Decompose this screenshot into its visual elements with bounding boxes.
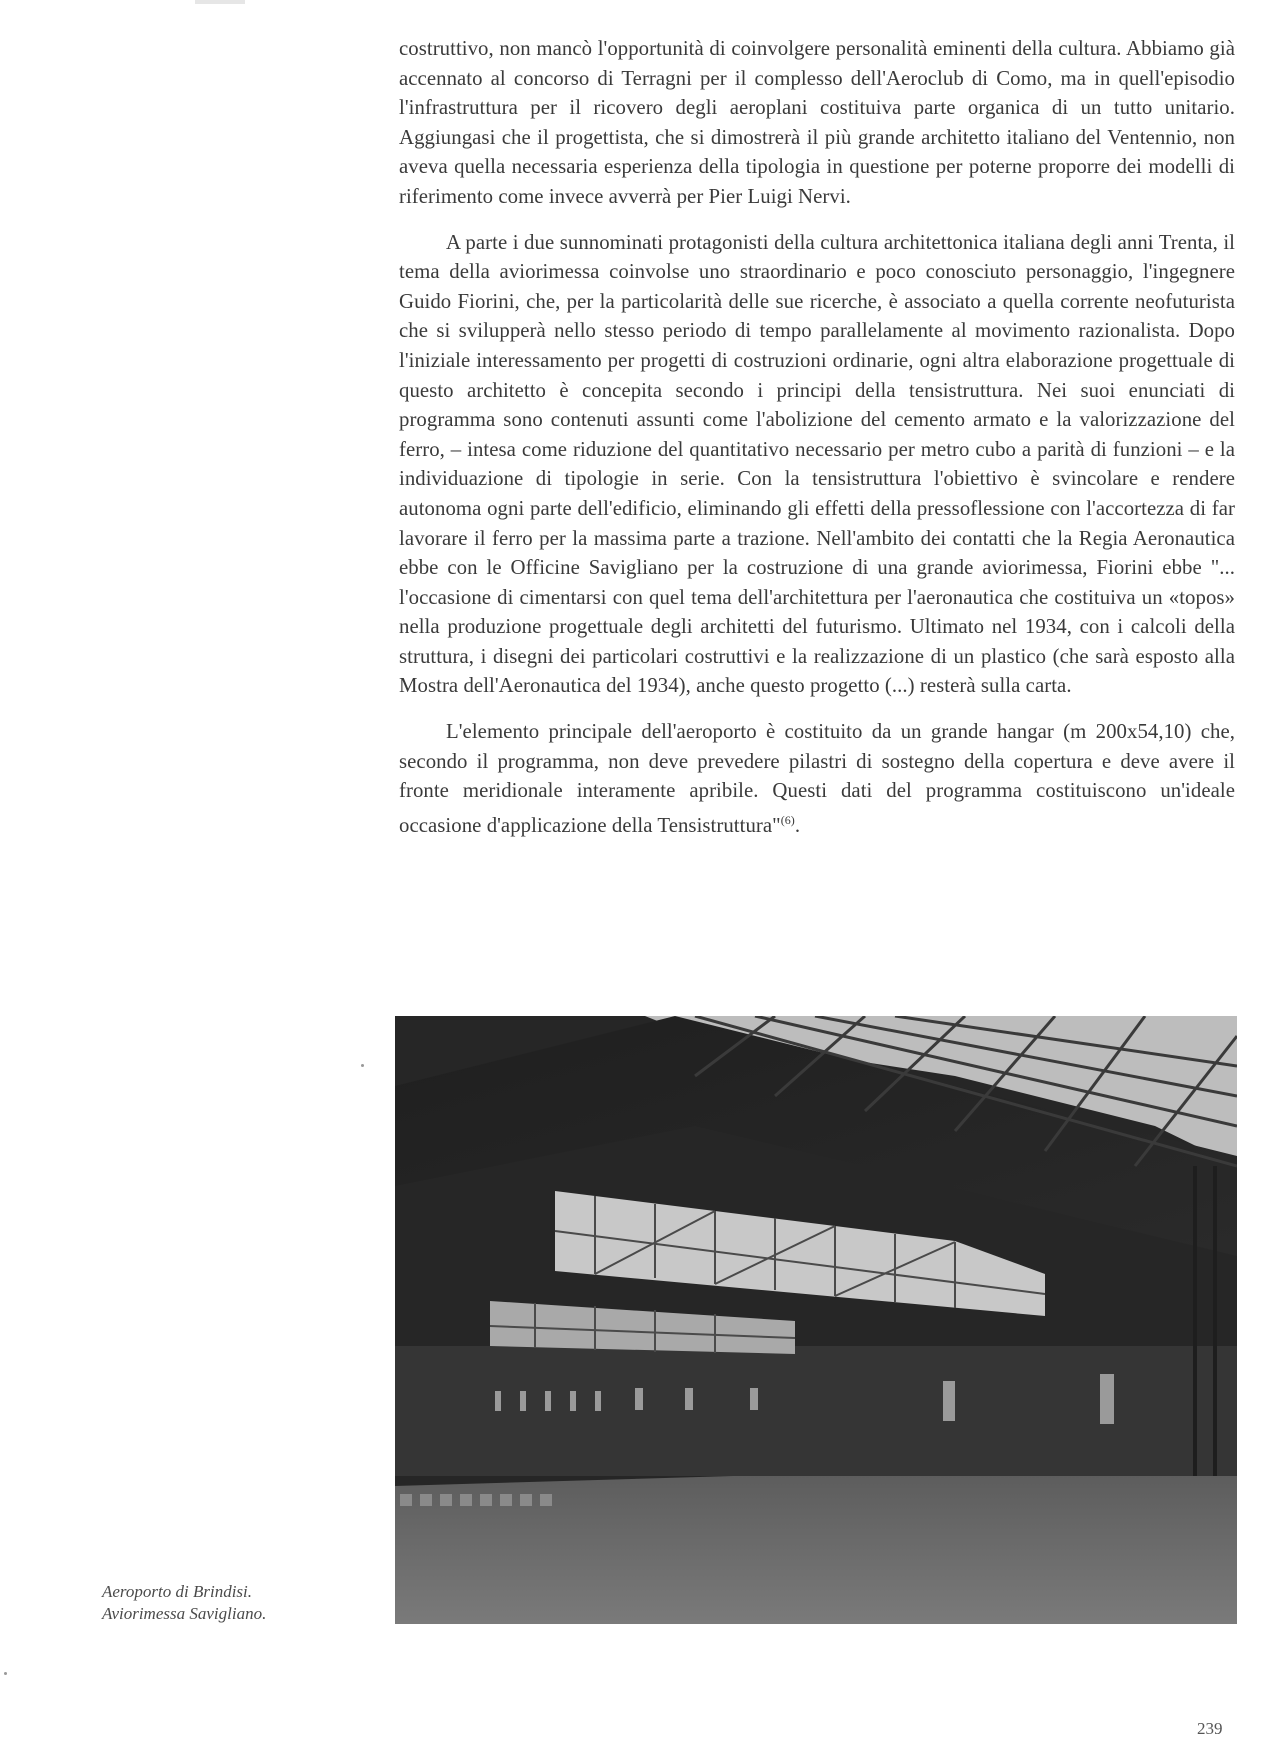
paragraph-2: A parte i due sunnominati protagonisti della cultura architettonica italiana degli anni Trenta, il tema della aviorimessa coinvolse uno straordinario e poco conosciuto personaggio, l'ingegnere Guido Fiorini, che, per la particolarità delle sue ricerche, è associato a quella corrente neofuturista che si svilupperà nello stesso periodo di tempo parallelamente al movimento razionalista. Dopo l'iniziale interessamento per progetti di costruzioni ordinarie, ogni altra elaborazione progettuale di questo architetto è concepita secondo i principi della tensistruttura. Nei suoi enunciati di programma sono contenuti assunti come l'abolizione del cemento armato e la valorizzazione del ferro, – intesa come riduzione del quantitativo necessario per metro cubo a parità di funzioni – e la individuazione di tipologie in serie. Con la tensistruttura l'obiettivo è svincolare e rendere autonoma ogni parte dell'edificio, eliminando gli effetti della pressoflessione con l'accortezza di far lavorare il ferro per la massima parte a trazione. Nell'ambito dei contatti che la Regia Aeronautica ebbe con le Officine Savigliano per la costruzione di una grande aviorimessa, Fiorini ebbe "... l'occasione di cimentarsi con quel tema dell'architettura per l'aeronautica che costituiva un «topos» nella produzione progettuale degli architetti del futurismo. Ultimato nel 1934, con i calcoli della struttura, i disegni dei particolari costruttivi e la realizzazione di un plastico (che sarà esposto alla Mostra dell'Aeronautica del 1934), anche questo progetto (...) resterà sulla carta. [399,230,1235,698]
paragraph-1: costruttivo, non mancò l'opportunità di coinvolgere personalità eminenti della cultura. Abbiamo già accennato al concorso di Terragni per il complesso dell'Aeroclub di Como, ma in quell'episodio l'infrastruttura per il ricovero degli aeroplani costituiva parte organica di un tutto unitario. Aggiungasi che il progettista, che si dimostrerà il più grande architetto italiano del Ventennio, non aveva quella necessaria esperienza della tipologia in questione per poterne proporre dei modelli di riferimento come invece avverrà per Pier Luigi Nervi. [399,37,1235,208]
scan-speck [361,1064,364,1067]
footnote-reference: (6) [780,812,795,827]
page-number: 239 [1197,1719,1223,1738]
hangar-photo [395,1016,1237,1624]
body-text [399,34,1235,840]
paragraph-3-text: L'elemento principale dell'aeroporto è costituito da un grande hangar (m 200x54,10) che, secondo il programma, non deve prevedere pilastri di sostegno della copertura e deve avere il fronte meridionale interamente apribile. Questi dati del programma costituiscono un'ideale occasione d'applicazione della Tensistruttura" [399,720,1235,837]
caption-line-2: Aviorimessa Savigliano. [102,1604,267,1623]
paragraph-3 [399,717,1235,840]
hangar-photo-image [395,1016,1237,1624]
photo-caption [102,1581,352,1625]
paragraph-3-end: . [794,813,801,837]
caption-line-1: Aeroporto di Brindisi. [102,1582,253,1601]
scan-speck [4,1672,7,1675]
scan-edge-mark [195,0,245,4]
